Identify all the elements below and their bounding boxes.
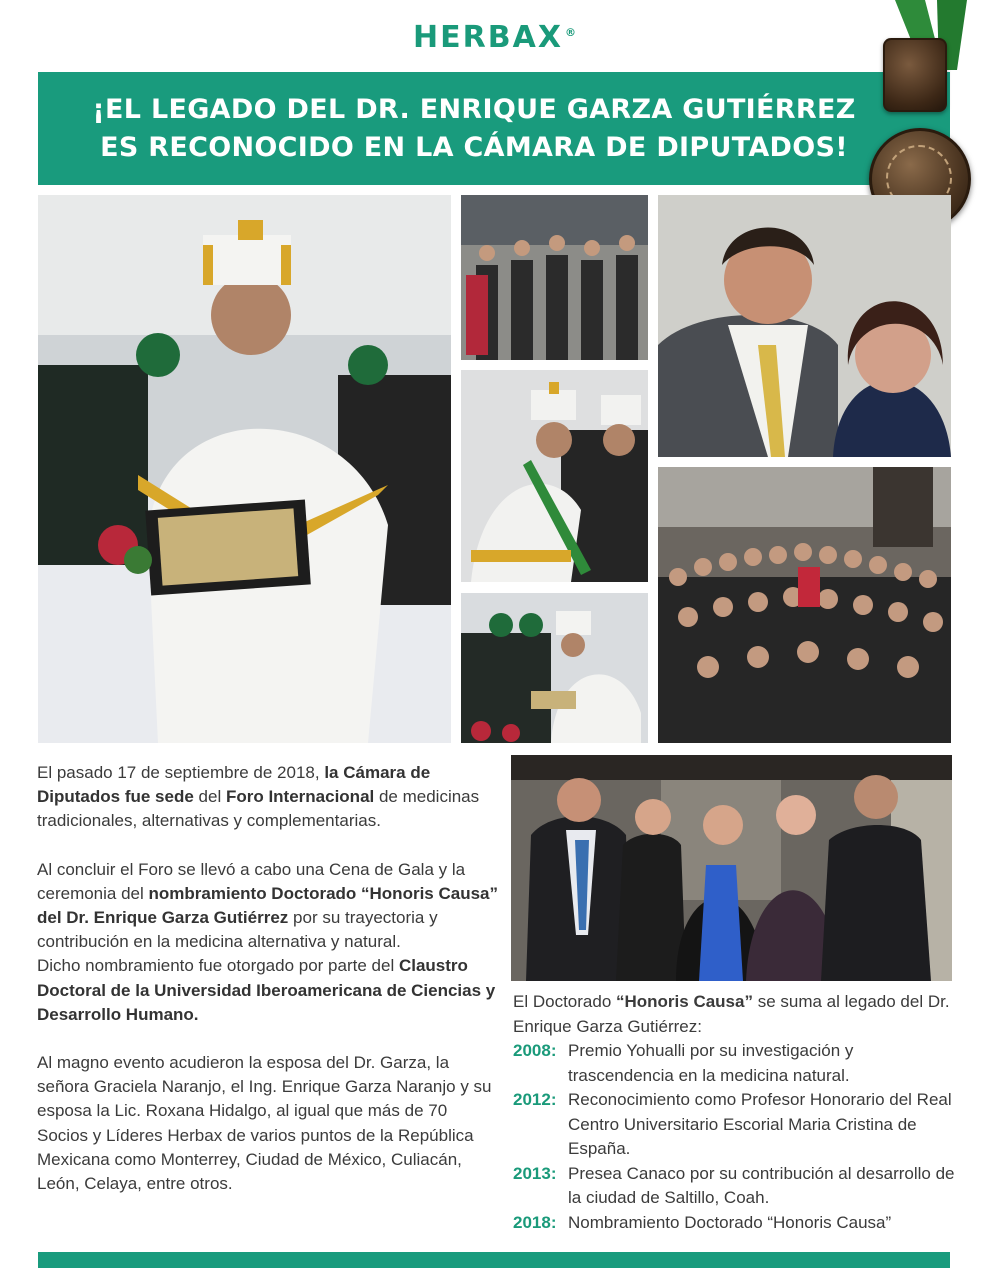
award-text: Nombramiento Doctorado “Honoris Causa”	[568, 1212, 892, 1232]
photo-family-group	[511, 755, 952, 981]
p2-text-2: por su trayectoria y contribución en la medicina alternativa y natural.	[37, 908, 438, 952]
headline-banner	[38, 72, 950, 185]
p1-text-1: El pasado 17 de septiembre de 2018,	[37, 763, 325, 782]
p1-bold-2: Foro Internacional	[225, 787, 375, 807]
article-paragraph-3	[37, 954, 500, 1027]
p3-text-1: Dicho nombramiento fue otorgado por parte del	[37, 956, 399, 976]
brand-name: HERBAX	[413, 20, 563, 55]
award-year: 2012:	[513, 1090, 557, 1109]
legacy-intro-text-2: se suma al legado del Dr. Enrique Garza Gutiérrez:	[513, 992, 950, 1036]
award-item	[513, 1211, 958, 1236]
medal-clasp-icon	[883, 38, 947, 112]
headline-line-1: ¡EL LEGADO DEL DR. ENRIQUE GARZA GUTIÉRREZ	[92, 93, 856, 125]
headline	[92, 91, 895, 167]
photo-diploma-handover	[461, 593, 648, 743]
legacy-intro-bold: “Honoris Causa”	[616, 992, 753, 1011]
photo-honoris-causa-portrait	[38, 195, 451, 743]
award-text: Premio Yohualli por su investigación y trascendencia en la medicina natural.	[568, 1041, 854, 1085]
p2-text-1: Al concluir el Foro se llevó a cabo una Cena de Gala y la ceremonia del	[37, 859, 466, 903]
photo-group-auditorium	[461, 195, 648, 360]
award-item	[513, 1162, 958, 1211]
photo-group-celebration	[658, 467, 951, 743]
photo-couple-portrait	[658, 195, 951, 457]
awards-list	[513, 1039, 958, 1235]
p3-bold-1: Claustro Doctoral de la Universidad Iberoamericana de Ciencias y Desarrollo Humano.	[37, 956, 496, 1024]
award-text: Reconocimiento como Profesor Honorario del Real Centro Universitario Escorial Maria Cristina de España.	[568, 1090, 952, 1158]
article-body	[37, 761, 500, 1220]
award-year: 2013:	[513, 1163, 557, 1183]
article-paragraph-4: Al magno evento acudieron la esposa del Dr. Garza, la señora Graciela Naranjo, el Ing. Enrique Garza Naranjo y su esposa la Lic. Roxana Hidalgo, al igual que más de 70 Socios y Líderes Herbax de varios puntos de la República Mexicana como Monterrey, Ciudad de México, Culiacán, León, Celaya, entre otros.	[37, 1053, 492, 1194]
award-year: 2018:	[513, 1212, 557, 1232]
photo-investiture-ceremony	[461, 370, 648, 582]
award-item	[513, 1039, 958, 1088]
herbax-logo	[0, 20, 989, 55]
p2-bold-1: nombramiento Doctorado “Honoris Causa” del Dr. Enrique Garza Gutiérrez	[37, 883, 498, 928]
registered-mark: ®	[564, 26, 576, 39]
headline-line-2: ES RECONOCIDO EN LA CÁMARA DE DIPUTADOS!	[100, 131, 848, 163]
p1-bold-1: la Cámara de Diputados fue sede	[37, 763, 431, 807]
p1-text-3: de medicinas tradicionales, alternativas y complementarias.	[37, 787, 480, 831]
legacy-intro-text-1: El Doctorado	[513, 992, 616, 1011]
legacy-section	[513, 990, 958, 1235]
award-year: 2008:	[513, 1041, 557, 1060]
award-item	[513, 1088, 958, 1162]
legacy-intro	[513, 990, 958, 1039]
footer-bar	[38, 1252, 950, 1268]
article-paragraph-2	[37, 858, 500, 955]
p1-text-2: del	[193, 787, 226, 807]
article-paragraph-1	[37, 761, 500, 834]
award-text: Presea Canaco por su contribución al desarrollo de la ciudad de Saltillo, Coah.	[568, 1163, 955, 1207]
